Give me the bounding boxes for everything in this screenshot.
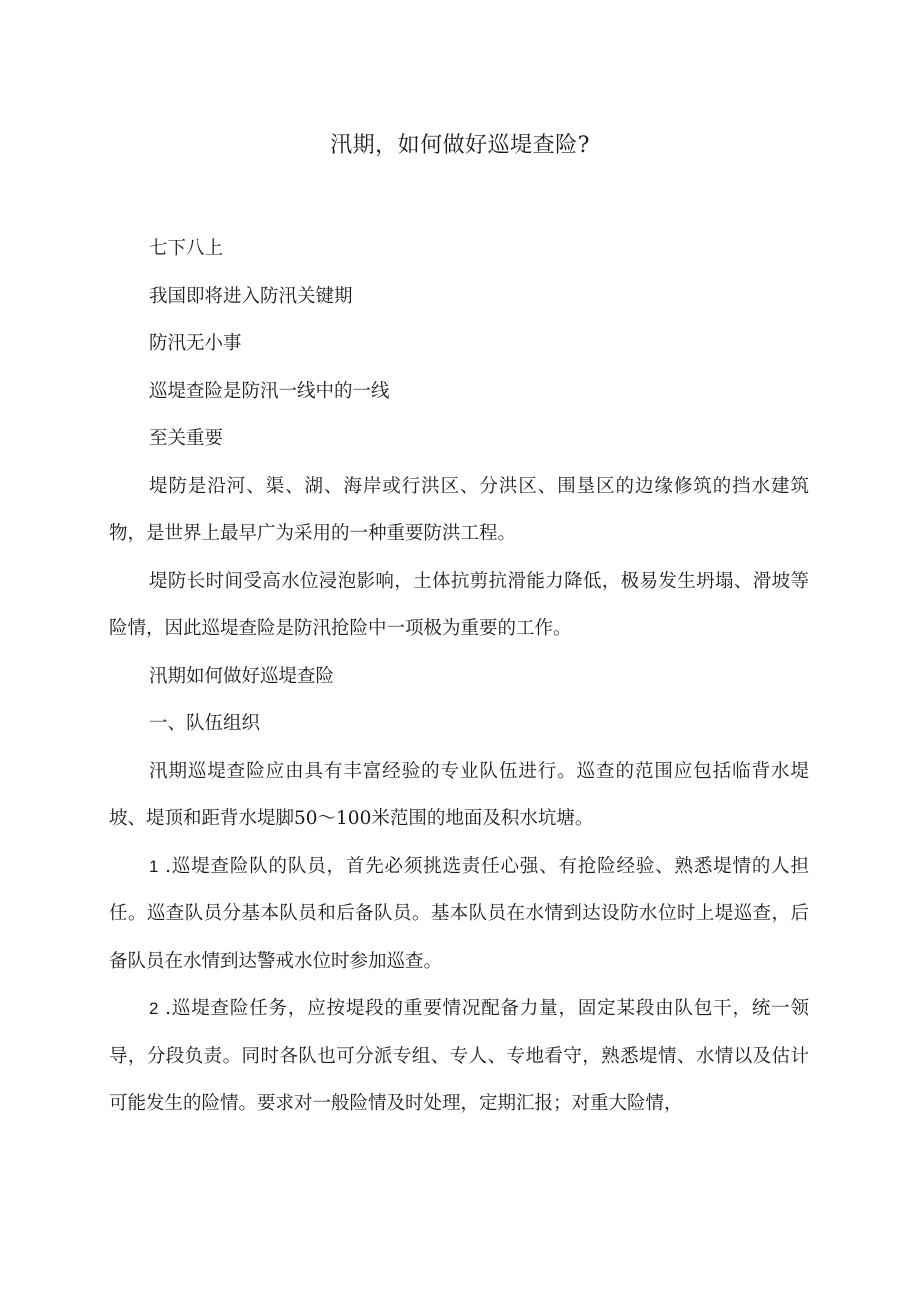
paragraph-4: 巡堤查险是防汛一线中的一线: [149, 380, 390, 402]
paragraph-7: 堤防长时间受高水位浸泡影响，土体抗剪抗滑能力降低，极易发生坍塌、滑坡等险情，因此巡堤查险是防汛抢险中一项极为重要的工作。: [109, 570, 809, 639]
item-text-1: .巡堤查险队的队员，首先必须挑选责任心强、有抢险经验、熟悉堤情的人担任。巡查队员分基本队员和后备队员。基本队员在水情到达设防水位时上堤巡查，后备队员在水情到达警戒水位时参加巡查。: [109, 855, 809, 972]
item-text-2: .巡堤查险任务，应按堤段的重要情况配备力量，固定某段由队包干，统一领导，分段负责。同时各队也可分派专组、专人、专地看守，熟悉堤情、水情以及估计可能发生的险情。要求对一般险情及时处理，定期汇报；对重大险情，: [109, 998, 809, 1114]
item-number-2: 2: [149, 999, 159, 1018]
document-title: 汛期，如何做好巡堤查险?: [330, 133, 590, 158]
section-heading: 汛期如何做好巡堤查险: [149, 665, 335, 687]
numbered-item-2: [109, 985, 809, 1128]
numbered-item-1: [109, 843, 809, 986]
paragraph-1: 七下八上: [149, 238, 224, 259]
paragraph-2: 我国即将进入防汛关键期: [149, 285, 353, 307]
paragraph-3: 防汛无小事: [149, 333, 242, 354]
paragraph-6: 堤防是沿河、渠、湖、海岸或行洪区、分洪区、围垦区的边缘修筑的挡水建筑物，是世界上最早广为采用的一种重要防洪工程。: [109, 475, 809, 544]
subsection-heading: 一、队伍组织: [149, 713, 261, 734]
document-body: [109, 225, 809, 1128]
paragraph-5: 至关重要: [149, 428, 224, 449]
paragraph-10: 汛期巡堤查险应由具有丰富经验的专业队伍进行。巡查的范围应包括临背水堤坡、堤顶和距背水堤脚50～100米范围的地面及积水坑塘。: [109, 760, 809, 829]
item-number-1: 1: [149, 856, 159, 876]
